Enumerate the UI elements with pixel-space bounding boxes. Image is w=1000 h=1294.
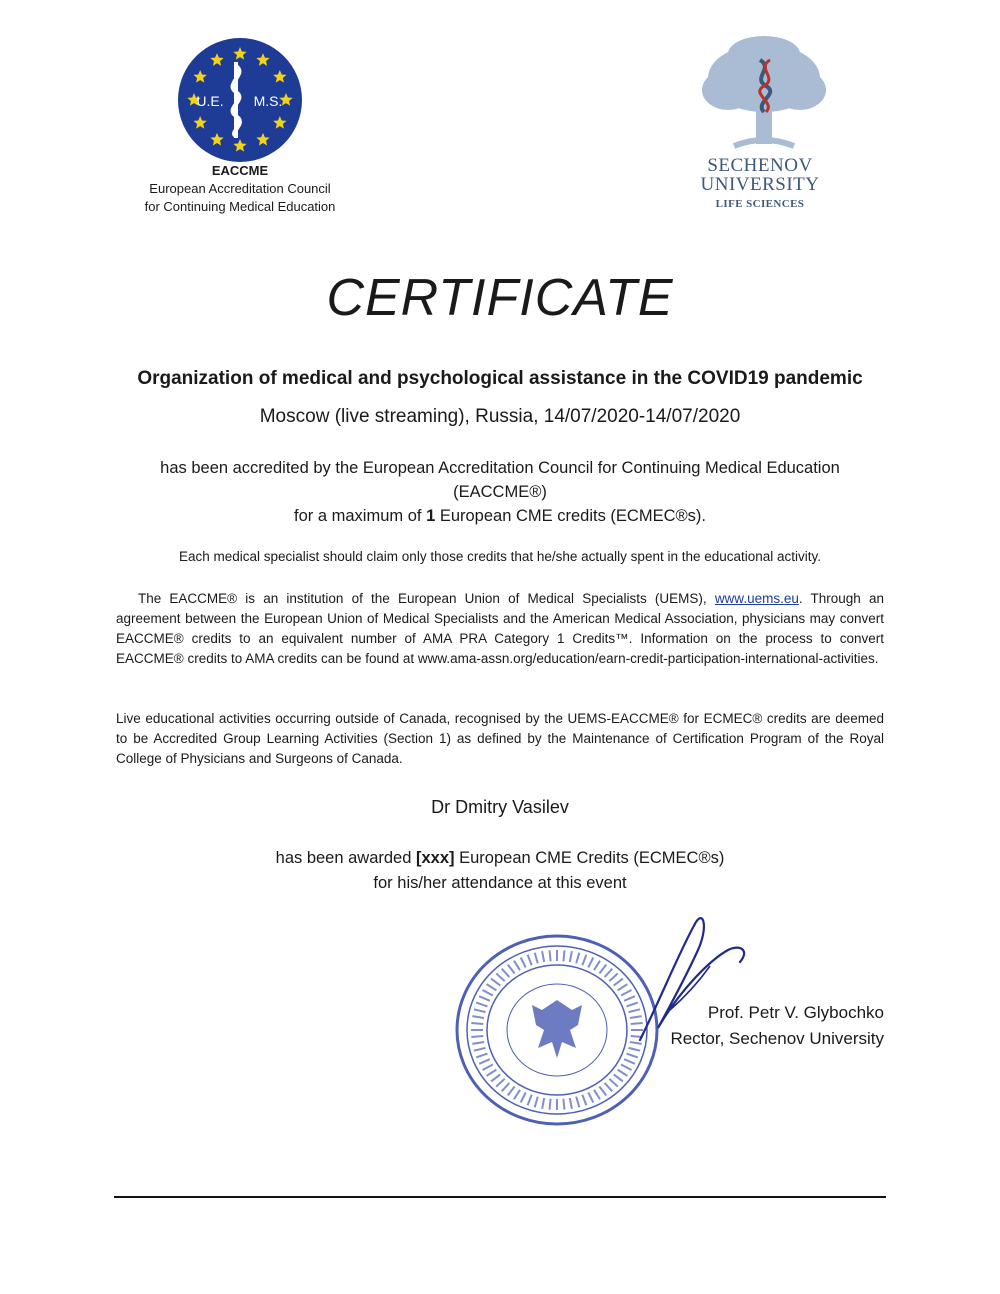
certificate-title: CERTIFICATE	[326, 269, 674, 327]
awarded-line2: for his/her attendance at this event	[373, 874, 627, 892]
stamp-text-mark	[521, 958, 526, 968]
uems-info-paragraph	[116, 589, 884, 669]
stamp-text-mark	[535, 1097, 538, 1108]
sechenov-tree-icon	[694, 34, 834, 154]
stamp-text-mark	[521, 1093, 526, 1103]
eaccme-abbr: EACCME	[211, 163, 269, 178]
stamp-text-mark	[476, 1054, 487, 1058]
accreditation-line1: has been accredited by the European Accreditation Council for Continuing Medical Education	[160, 459, 840, 477]
recipient-name: Dr Dmitry Vasilev	[431, 797, 569, 817]
awarded-line1	[0, 846, 1000, 871]
stamp-text-mark	[491, 1074, 500, 1081]
accreditation-line3	[100, 504, 900, 528]
stamp-text-mark	[514, 961, 520, 971]
sechenov-line2: UNIVERSITY	[700, 174, 820, 195]
stamp-text-mark	[563, 1099, 564, 1110]
stamp-text-mark	[491, 979, 500, 986]
accreditation-line3-pre: for a maximum of	[294, 507, 427, 525]
signer-role: Rector, Sechenov University	[670, 1029, 884, 1048]
stamp-text-mark	[508, 1087, 515, 1096]
stamp-text-mark	[472, 1042, 484, 1044]
stamp-text-mark	[502, 1083, 510, 1091]
stamp-text-mark	[474, 1048, 486, 1051]
awarded-credits: [xxx]	[416, 849, 455, 867]
bottom-divider	[114, 1196, 886, 1198]
stamp-text-mark	[576, 1097, 579, 1108]
stamp-text-mark	[535, 953, 538, 964]
stamp-text-mark	[514, 1090, 520, 1100]
stamp-text-mark	[472, 1016, 484, 1018]
accreditation-line3-post: European CME credits (ECMEC®s).	[435, 507, 706, 525]
stamp-text-mark	[479, 1059, 490, 1064]
stamp-text-mark	[624, 1059, 635, 1064]
stamp-text-mark	[614, 1074, 623, 1081]
stamp-text-mark	[576, 953, 579, 964]
stamp-text-mark	[582, 1095, 586, 1105]
stamp-text-mark	[570, 1098, 572, 1109]
stamp-text-mark	[483, 990, 493, 996]
uems-logo	[176, 36, 304, 164]
canada-info-paragraph: Live educational activities occurring outside of Canada, recognised by the UEMS-EACCME® for ECMEC® credits are deemed to be Accredited Group Learning Activities (Section 1) as defined by the Maintenance of Certification Program of the Royal College of Physicians and Surgeons of Canada.	[116, 711, 884, 766]
stamp-text-mark	[542, 1098, 544, 1109]
stamp-text-mark	[550, 950, 551, 961]
stamp-text-mark	[550, 1099, 551, 1110]
stamp-text-mark	[618, 1070, 628, 1076]
stamp-text-mark	[479, 996, 490, 1001]
stamp-text-mark	[605, 1083, 613, 1091]
signer-block	[670, 1000, 884, 1052]
stamp-text-mark	[588, 958, 593, 968]
signer-name: Prof. Petr V. Glybochko	[707, 1003, 884, 1022]
stamp-text-mark	[476, 1003, 487, 1007]
accreditation-line2: (EACCME®)	[453, 483, 547, 501]
stamp-text-mark	[474, 1009, 486, 1012]
stamp-text-mark	[496, 973, 505, 981]
awarded-post: European CME Credits (ECMEC®s)	[454, 849, 725, 867]
stamp-text-mark	[496, 1079, 505, 1087]
stamp-text-mark	[588, 1093, 593, 1103]
stamp-text-mark	[528, 955, 532, 965]
paragraph1-pre: The EACCME® is an institution of the European Union of Medical Specialists (UEMS),	[138, 591, 715, 606]
accreditation-credits: 1	[426, 507, 436, 525]
stamp-text-mark	[502, 969, 510, 977]
uems-link[interactable]: www.uems.eu	[714, 591, 799, 606]
uems-logo-right-text: M.S.	[253, 93, 283, 109]
eaccme-line1: European Accreditation Council	[149, 181, 331, 196]
sechenov-line1: SECHENOV	[707, 155, 813, 176]
paragraph1-post: . Through an agreement between the European Union of Medical Specialists and the American Medical Association, physicians may convert EACCME® credits to an equivalent number of AMA PRA Category 1 Credits™. Information on the process to convert EACCME® credits to AMA credits can be found at www.ama-assn.org/education/earn-credit-participation-international-activities.	[116, 591, 884, 666]
stamp-text-mark	[471, 1023, 483, 1024]
stamp-text-mark	[487, 984, 497, 990]
stamp-text-mark	[508, 965, 515, 974]
sechenov-line3: LIFE SCIENCES	[715, 198, 805, 210]
stamp-text-mark	[542, 951, 544, 962]
claim-note: Each medical specialist should claim only those credits that he/she actually spent in the educational activity.	[178, 549, 822, 564]
accreditation-statement	[100, 456, 900, 528]
awarded-pre: has been awarded	[275, 849, 416, 867]
stamp-text-mark	[563, 950, 564, 961]
event-place-date: Moscow (live streaming), Russia, 14/07/2020-14/07/2020	[259, 406, 741, 427]
stamp-text-mark	[627, 1054, 638, 1058]
stamp-text-mark	[594, 1090, 600, 1100]
stamp-text-mark	[483, 1065, 493, 1071]
event-name: Organization of medical and psychological assistance in the COVID19 pandemic	[137, 368, 863, 389]
stamp-text-mark	[570, 951, 572, 962]
stamp-text-mark	[599, 1087, 606, 1096]
stamp-text-mark	[609, 1079, 618, 1087]
stamp-text-mark	[471, 1036, 483, 1037]
uems-logo-left-text: U.E.	[196, 93, 224, 109]
stamp-text-mark	[528, 1095, 532, 1105]
awarded-statement	[0, 846, 1000, 896]
stamp-text-mark	[582, 955, 586, 965]
eaccme-caption	[110, 162, 370, 216]
sechenov-wordmark	[690, 156, 830, 214]
eaccme-line2: for Continuing Medical Education	[144, 199, 336, 214]
stamp-text-mark	[621, 1065, 631, 1071]
stamp-text-mark	[487, 1070, 497, 1076]
